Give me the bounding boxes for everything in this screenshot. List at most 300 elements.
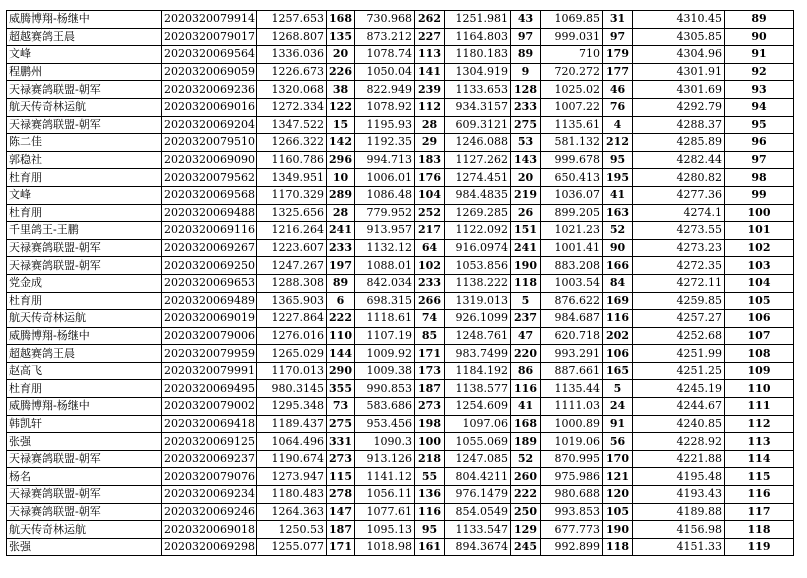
cell-value-1: 1336.036 [257, 46, 327, 64]
cell-name: 天禄赛鸽联盟-朝军 [7, 486, 162, 504]
cell-rank-1: 73 [327, 398, 355, 416]
cell-value-4: 1019.06 [541, 433, 603, 451]
cell-value-1: 1189.437 [257, 415, 327, 433]
table-row [7, 327, 794, 345]
cell-name: 天禄赛鸽联盟-朝军 [7, 503, 162, 521]
cell-rank-3: 275 [511, 116, 541, 134]
cell-value-3: 1138.577 [445, 380, 511, 398]
cell-id: 2020320069250 [162, 257, 257, 275]
cell-rank-2: 100 [415, 433, 445, 451]
cell-rank-1: 10 [327, 169, 355, 187]
cell-rank-2: 29 [415, 134, 445, 152]
cell-value-1: 1226.673 [257, 63, 327, 81]
cell-value-2: 953.456 [355, 415, 415, 433]
cell-value-1: 1273.947 [257, 468, 327, 486]
cell-value-4: 980.688 [541, 486, 603, 504]
cell-value-4: 876.622 [541, 292, 603, 310]
table-row [7, 63, 794, 81]
cell-total: 4285.89 [633, 134, 725, 152]
cell-rank-3: 219 [511, 186, 541, 204]
table-row [7, 503, 794, 521]
cell-name: 杜育朋 [7, 380, 162, 398]
cell-rank-4: 170 [603, 450, 633, 468]
cell-value-3: 983.7499 [445, 345, 511, 363]
cell-rank-4: 116 [603, 310, 633, 328]
cell-name: 赵高飞 [7, 362, 162, 380]
cell-value-3: 854.0549 [445, 503, 511, 521]
cell-id: 2020320079959 [162, 345, 257, 363]
cell-value-1: 1216.264 [257, 222, 327, 240]
cell-final-rank: 105 [725, 292, 794, 310]
cell-id: 2020320069016 [162, 98, 257, 116]
cell-rank-2: 112 [415, 98, 445, 116]
table-row [7, 398, 794, 416]
cell-rank-4: 91 [603, 415, 633, 433]
cell-final-rank: 115 [725, 468, 794, 486]
cell-value-2: 1006.01 [355, 169, 415, 187]
table-row [7, 151, 794, 169]
cell-value-2: 913.957 [355, 222, 415, 240]
cell-rank-1: 135 [327, 28, 355, 46]
cell-total: 4189.88 [633, 503, 725, 521]
cell-value-1: 1247.267 [257, 257, 327, 275]
cell-rank-2: 183 [415, 151, 445, 169]
cell-value-4: 992.899 [541, 538, 603, 556]
cell-value-1: 1170.013 [257, 362, 327, 380]
cell-name: 文峰 [7, 186, 162, 204]
cell-rank-1: 241 [327, 222, 355, 240]
cell-rank-4: 52 [603, 222, 633, 240]
cell-final-rank: 116 [725, 486, 794, 504]
cell-rank-2: 218 [415, 450, 445, 468]
cell-final-rank: 109 [725, 362, 794, 380]
cell-rank-3: 97 [511, 28, 541, 46]
cell-rank-3: 20 [511, 169, 541, 187]
cell-rank-4: 202 [603, 327, 633, 345]
cell-value-2: 779.952 [355, 204, 415, 222]
cell-total: 4151.33 [633, 538, 725, 556]
cell-total: 4221.88 [633, 450, 725, 468]
cell-id: 2020320079562 [162, 169, 257, 187]
cell-name: 韩凯轩 [7, 415, 162, 433]
cell-rank-1: 275 [327, 415, 355, 433]
cell-total: 4282.44 [633, 151, 725, 169]
cell-rank-1: 226 [327, 63, 355, 81]
cell-total: 4274.1 [633, 204, 725, 222]
table-row [7, 538, 794, 556]
cell-final-rank: 106 [725, 310, 794, 328]
cell-rank-1: 115 [327, 468, 355, 486]
cell-id: 2020320069568 [162, 186, 257, 204]
cell-name: 威腾博翔-杨继中 [7, 327, 162, 345]
cell-value-4: 984.687 [541, 310, 603, 328]
cell-value-1: 1257.653 [257, 11, 327, 29]
cell-value-3: 916.0974 [445, 239, 511, 257]
cell-value-3: 926.1099 [445, 310, 511, 328]
cell-rank-1: 233 [327, 239, 355, 257]
cell-rank-3: 189 [511, 433, 541, 451]
cell-final-rank: 89 [725, 11, 794, 29]
cell-value-1: 1160.786 [257, 151, 327, 169]
cell-id: 2020320069236 [162, 81, 257, 99]
cell-value-4: 1135.44 [541, 380, 603, 398]
table-row [7, 186, 794, 204]
cell-final-rank: 91 [725, 46, 794, 64]
cell-id: 2020320069237 [162, 450, 257, 468]
cell-rank-3: 151 [511, 222, 541, 240]
cell-value-2: 1141.12 [355, 468, 415, 486]
cell-rank-2: 173 [415, 362, 445, 380]
cell-id: 2020320069125 [162, 433, 257, 451]
cell-total: 4273.23 [633, 239, 725, 257]
cell-rank-2: 171 [415, 345, 445, 363]
cell-value-3: 804.4211 [445, 468, 511, 486]
table-row [7, 345, 794, 363]
cell-total: 4257.27 [633, 310, 725, 328]
table-row [7, 116, 794, 134]
cell-value-1: 1064.496 [257, 433, 327, 451]
cell-name: 天禄赛鸽联盟-朝军 [7, 450, 162, 468]
cell-rank-2: 64 [415, 239, 445, 257]
cell-rank-4: 212 [603, 134, 633, 152]
cell-total: 4245.19 [633, 380, 725, 398]
cell-total: 4244.67 [633, 398, 725, 416]
table-row [7, 468, 794, 486]
cell-name: 航天传奇林运航 [7, 98, 162, 116]
cell-id: 2020320079002 [162, 398, 257, 416]
cell-value-4: 887.661 [541, 362, 603, 380]
cell-value-3: 1247.085 [445, 450, 511, 468]
cell-value-4: 1111.03 [541, 398, 603, 416]
cell-rank-4: 118 [603, 538, 633, 556]
table-row [7, 521, 794, 539]
cell-rank-3: 26 [511, 204, 541, 222]
cell-value-2: 913.126 [355, 450, 415, 468]
cell-rank-3: 143 [511, 151, 541, 169]
cell-final-rank: 97 [725, 151, 794, 169]
table-row [7, 433, 794, 451]
cell-id: 2020320069019 [162, 310, 257, 328]
cell-final-rank: 118 [725, 521, 794, 539]
cell-value-4: 883.208 [541, 257, 603, 275]
cell-final-rank: 111 [725, 398, 794, 416]
cell-rank-1: 355 [327, 380, 355, 398]
cell-value-4: 1036.07 [541, 186, 603, 204]
cell-value-2: 822.949 [355, 81, 415, 99]
cell-rank-2: 113 [415, 46, 445, 64]
cell-rank-1: 110 [327, 327, 355, 345]
cell-name: 杜育朋 [7, 204, 162, 222]
cell-value-1: 1349.951 [257, 169, 327, 187]
table-row [7, 98, 794, 116]
cell-rank-1: 168 [327, 11, 355, 29]
cell-rank-3: 190 [511, 257, 541, 275]
cell-value-3: 1251.981 [445, 11, 511, 29]
cell-rank-4: 106 [603, 345, 633, 363]
cell-value-1: 1255.077 [257, 538, 327, 556]
cell-name: 杜育朋 [7, 292, 162, 310]
cell-value-4: 1003.54 [541, 274, 603, 292]
cell-rank-1: 89 [327, 274, 355, 292]
cell-rank-2: 262 [415, 11, 445, 29]
cell-final-rank: 119 [725, 538, 794, 556]
cell-value-4: 1007.22 [541, 98, 603, 116]
cell-value-4: 993.853 [541, 503, 603, 521]
cell-name: 天禄赛鸽联盟-朝军 [7, 81, 162, 99]
cell-rank-4: 190 [603, 521, 633, 539]
cell-rank-2: 266 [415, 292, 445, 310]
cell-rank-3: 260 [511, 468, 541, 486]
table-row [7, 292, 794, 310]
cell-id: 2020320069298 [162, 538, 257, 556]
cell-rank-4: 90 [603, 239, 633, 257]
table-row [7, 239, 794, 257]
cell-value-4: 720.272 [541, 63, 603, 81]
cell-rank-1: 197 [327, 257, 355, 275]
cell-value-3: 984.4835 [445, 186, 511, 204]
table-row [7, 204, 794, 222]
cell-value-4: 1025.02 [541, 81, 603, 99]
cell-value-1: 1365.903 [257, 292, 327, 310]
cell-value-2: 1077.61 [355, 503, 415, 521]
cell-value-2: 1018.98 [355, 538, 415, 556]
cell-total: 4252.68 [633, 327, 725, 345]
cell-rank-2: 187 [415, 380, 445, 398]
cell-value-4: 1021.23 [541, 222, 603, 240]
cell-rank-4: 120 [603, 486, 633, 504]
cell-final-rank: 92 [725, 63, 794, 81]
cell-total: 4280.82 [633, 169, 725, 187]
cell-id: 2020320079510 [162, 134, 257, 152]
cell-final-rank: 101 [725, 222, 794, 240]
cell-rank-1: 187 [327, 521, 355, 539]
cell-rank-1: 222 [327, 310, 355, 328]
cell-name: 陈二佳 [7, 134, 162, 152]
cell-name: 天禄赛鸽联盟-朝军 [7, 116, 162, 134]
cell-value-2: 1009.92 [355, 345, 415, 363]
cell-final-rank: 104 [725, 274, 794, 292]
cell-rank-2: 95 [415, 521, 445, 539]
cell-final-rank: 112 [725, 415, 794, 433]
cell-value-4: 975.986 [541, 468, 603, 486]
cell-final-rank: 114 [725, 450, 794, 468]
cell-rank-3: 5 [511, 292, 541, 310]
cell-rank-2: 273 [415, 398, 445, 416]
cell-value-3: 1319.013 [445, 292, 511, 310]
cell-rank-2: 176 [415, 169, 445, 187]
cell-value-1: 1347.522 [257, 116, 327, 134]
cell-id: 2020320079914 [162, 11, 257, 29]
table-row [7, 46, 794, 64]
cell-id: 2020320079017 [162, 28, 257, 46]
cell-rank-3: 9 [511, 63, 541, 81]
cell-value-3: 1180.183 [445, 46, 511, 64]
cell-rank-3: 116 [511, 380, 541, 398]
cell-value-2: 1050.04 [355, 63, 415, 81]
cell-value-1: 1265.029 [257, 345, 327, 363]
cell-rank-4: 56 [603, 433, 633, 451]
cell-value-1: 1250.53 [257, 521, 327, 539]
cell-rank-2: 55 [415, 468, 445, 486]
cell-total: 4292.79 [633, 98, 725, 116]
cell-value-3: 1053.856 [445, 257, 511, 275]
cell-rank-4: 41 [603, 186, 633, 204]
cell-final-rank: 90 [725, 28, 794, 46]
cell-value-1: 1325.656 [257, 204, 327, 222]
cell-value-4: 710 [541, 46, 603, 64]
cell-rank-4: 4 [603, 116, 633, 134]
cell-value-4: 1001.41 [541, 239, 603, 257]
cell-final-rank: 107 [725, 327, 794, 345]
cell-rank-1: 28 [327, 204, 355, 222]
cell-total: 4195.48 [633, 468, 725, 486]
cell-value-1: 1268.807 [257, 28, 327, 46]
cell-name: 杨名 [7, 468, 162, 486]
cell-rank-3: 47 [511, 327, 541, 345]
cell-total: 4273.55 [633, 222, 725, 240]
cell-rank-1: 290 [327, 362, 355, 380]
cell-name: 超越赛鸽王晨 [7, 28, 162, 46]
cell-name: 超越赛鸽王晨 [7, 345, 162, 363]
cell-rank-4: 24 [603, 398, 633, 416]
cell-rank-4: 166 [603, 257, 633, 275]
cell-value-4: 677.773 [541, 521, 603, 539]
cell-total: 4272.11 [633, 274, 725, 292]
cell-total: 4156.98 [633, 521, 725, 539]
cell-id: 2020320069018 [162, 521, 257, 539]
cell-rank-2: 116 [415, 503, 445, 521]
cell-id: 2020320069246 [162, 503, 257, 521]
cell-rank-3: 52 [511, 450, 541, 468]
cell-total: 4272.35 [633, 257, 725, 275]
cell-name: 千里鸽王-王鹏 [7, 222, 162, 240]
cell-name: 航天传奇林运航 [7, 521, 162, 539]
cell-value-3: 1127.262 [445, 151, 511, 169]
cell-id: 2020320079076 [162, 468, 257, 486]
cell-value-2: 1195.93 [355, 116, 415, 134]
cell-final-rank: 95 [725, 116, 794, 134]
cell-rank-2: 85 [415, 327, 445, 345]
table-row [7, 450, 794, 468]
cell-rank-3: 89 [511, 46, 541, 64]
table-row [7, 415, 794, 433]
cell-value-2: 873.212 [355, 28, 415, 46]
cell-rank-2: 74 [415, 310, 445, 328]
cell-value-3: 1055.069 [445, 433, 511, 451]
cell-rank-3: 241 [511, 239, 541, 257]
cell-rank-1: 6 [327, 292, 355, 310]
results-table [6, 10, 794, 556]
cell-name: 张强 [7, 538, 162, 556]
cell-value-3: 1122.092 [445, 222, 511, 240]
cell-value-2: 1086.48 [355, 186, 415, 204]
cell-total: 4301.69 [633, 81, 725, 99]
cell-value-2: 1118.61 [355, 310, 415, 328]
cell-value-2: 583.686 [355, 398, 415, 416]
cell-name: 文峰 [7, 46, 162, 64]
cell-rank-3: 222 [511, 486, 541, 504]
cell-value-2: 990.853 [355, 380, 415, 398]
table-row [7, 257, 794, 275]
cell-value-1: 1264.363 [257, 503, 327, 521]
cell-rank-1: 171 [327, 538, 355, 556]
cell-rank-2: 217 [415, 222, 445, 240]
cell-final-rank: 103 [725, 257, 794, 275]
cell-rank-3: 53 [511, 134, 541, 152]
cell-value-3: 1246.088 [445, 134, 511, 152]
cell-value-3: 1097.06 [445, 415, 511, 433]
cell-id: 2020320069234 [162, 486, 257, 504]
cell-rank-1: 278 [327, 486, 355, 504]
cell-total: 4277.36 [633, 186, 725, 204]
cell-rank-4: 163 [603, 204, 633, 222]
cell-name: 航天传奇林运航 [7, 310, 162, 328]
cell-rank-1: 273 [327, 450, 355, 468]
cell-rank-3: 43 [511, 11, 541, 29]
cell-value-3: 1304.919 [445, 63, 511, 81]
cell-value-2: 1132.12 [355, 239, 415, 257]
cell-rank-3: 233 [511, 98, 541, 116]
cell-total: 4193.43 [633, 486, 725, 504]
cell-rank-2: 227 [415, 28, 445, 46]
cell-value-2: 1078.92 [355, 98, 415, 116]
cell-rank-2: 161 [415, 538, 445, 556]
cell-total: 4305.85 [633, 28, 725, 46]
cell-rank-1: 147 [327, 503, 355, 521]
cell-value-1: 1276.016 [257, 327, 327, 345]
table-row [7, 222, 794, 240]
cell-rank-2: 239 [415, 81, 445, 99]
cell-value-4: 870.995 [541, 450, 603, 468]
cell-value-4: 999.031 [541, 28, 603, 46]
cell-rank-4: 97 [603, 28, 633, 46]
cell-final-rank: 98 [725, 169, 794, 187]
cell-name: 威腾博翔-杨继中 [7, 398, 162, 416]
table-row [7, 11, 794, 29]
cell-rank-4: 76 [603, 98, 633, 116]
cell-value-3: 609.3121 [445, 116, 511, 134]
cell-rank-2: 198 [415, 415, 445, 433]
cell-rank-3: 220 [511, 345, 541, 363]
cell-final-rank: 113 [725, 433, 794, 451]
cell-total: 4304.96 [633, 46, 725, 64]
cell-value-4: 1135.61 [541, 116, 603, 134]
cell-value-1: 1190.674 [257, 450, 327, 468]
cell-rank-4: 31 [603, 11, 633, 29]
cell-id: 2020320069489 [162, 292, 257, 310]
cell-rank-1: 38 [327, 81, 355, 99]
cell-value-2: 1090.3 [355, 433, 415, 451]
cell-rank-1: 142 [327, 134, 355, 152]
cell-id: 2020320069418 [162, 415, 257, 433]
cell-value-4: 899.205 [541, 204, 603, 222]
table-row [7, 28, 794, 46]
cell-total: 4251.99 [633, 345, 725, 363]
cell-final-rank: 94 [725, 98, 794, 116]
cell-rank-3: 129 [511, 521, 541, 539]
cell-rank-4: 84 [603, 274, 633, 292]
cell-name: 威腾博翔-杨继中 [7, 11, 162, 29]
cell-value-2: 842.034 [355, 274, 415, 292]
table-row [7, 362, 794, 380]
cell-final-rank: 102 [725, 239, 794, 257]
cell-value-3: 1269.285 [445, 204, 511, 222]
cell-final-rank: 110 [725, 380, 794, 398]
cell-value-4: 993.291 [541, 345, 603, 363]
cell-total: 4228.92 [633, 433, 725, 451]
cell-rank-4: 105 [603, 503, 633, 521]
cell-final-rank: 108 [725, 345, 794, 363]
